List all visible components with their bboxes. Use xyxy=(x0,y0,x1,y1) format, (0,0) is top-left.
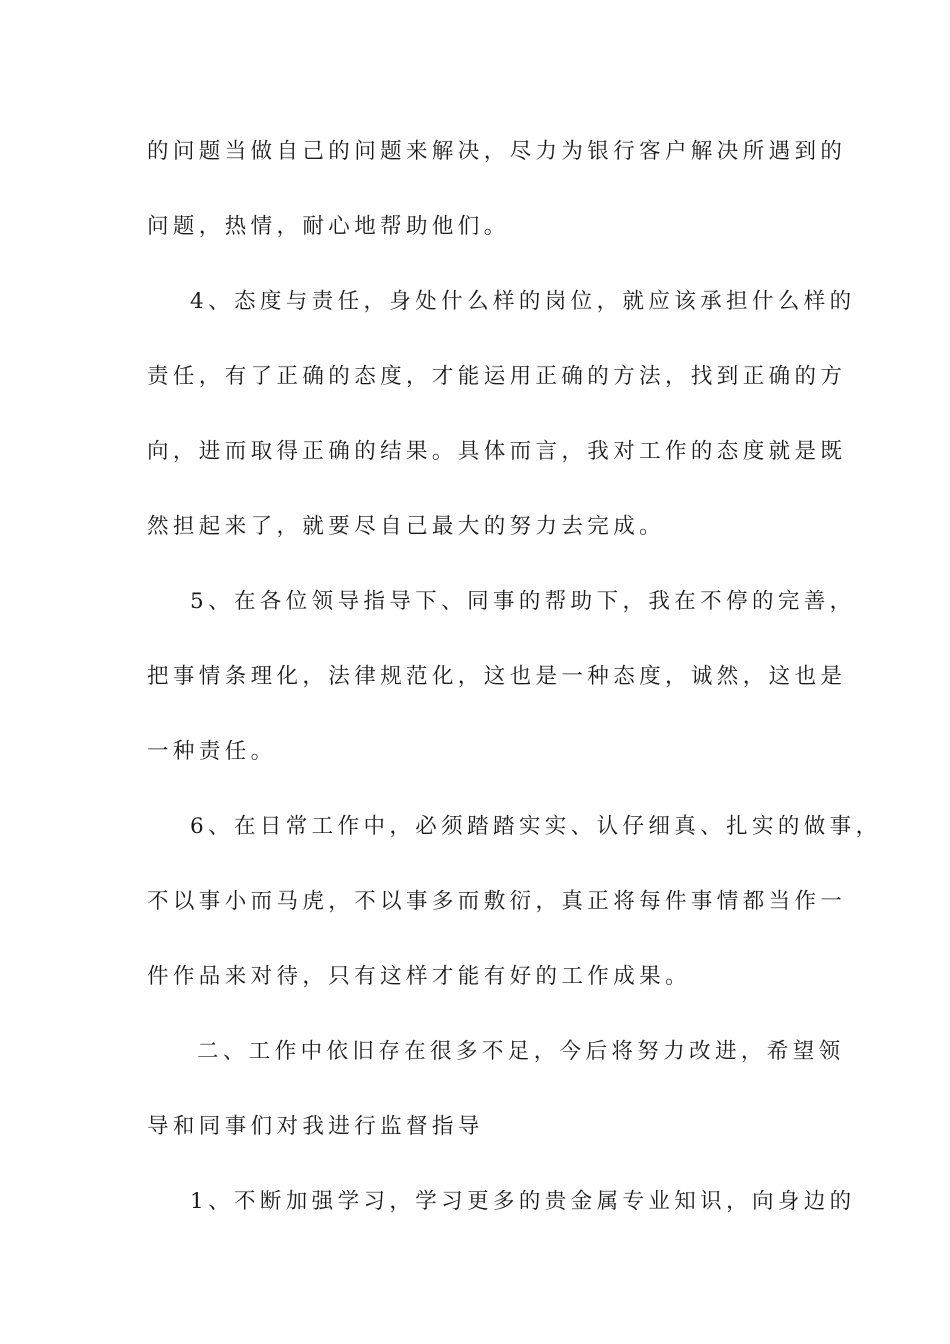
paragraph-line: 1、不断加强学习，学习更多的贵金属专业知识，向身边的 xyxy=(190,1189,856,1214)
paragraph-line: 6、在日常工作中，必须踏踏实实、认仔细真、扎实的做事， xyxy=(190,814,882,839)
paragraph-line: 然担起来了，就要尽自己最大的努力去完成。 xyxy=(147,514,666,539)
paragraph-line: 不以事小而马虎，不以事多而敷衍，真正将每件事情都当作一 xyxy=(147,889,847,914)
paragraph-line: 向，进而取得正确的结果。具体而言，我对工作的态度就是既 xyxy=(147,439,847,464)
paragraph-line: 把事情条理化，法律规范化，这也是一种态度，诚然，这也是 xyxy=(147,664,847,689)
section-heading-line: 导和同事们对我进行监督指导 xyxy=(147,1114,484,1139)
paragraph-line: 问题，热情，耐心地帮助他们。 xyxy=(147,214,510,239)
paragraph-line: 4、态度与责任，身处什么样的岗位，就应该承担什么样的 xyxy=(190,289,856,314)
paragraph-line: 5、在各位领导指导下、同事的帮助下，我在不停的完善， xyxy=(190,589,856,614)
paragraph-line: 责任，有了正确的态度，才能运用正确的方法，找到正确的方 xyxy=(147,364,847,389)
paragraph-line: 件作品来对待，只有这样才能有好的工作成果。 xyxy=(147,964,691,989)
paragraph-line: 一种责任。 xyxy=(147,739,277,764)
paragraph-line: 的问题当做自己的问题来解决，尽力为银行客户解决所遇到的 xyxy=(147,139,847,164)
section-heading-line: 二、工作中依旧存在很多不足，今后将努力改进，希望领 xyxy=(197,1039,845,1064)
